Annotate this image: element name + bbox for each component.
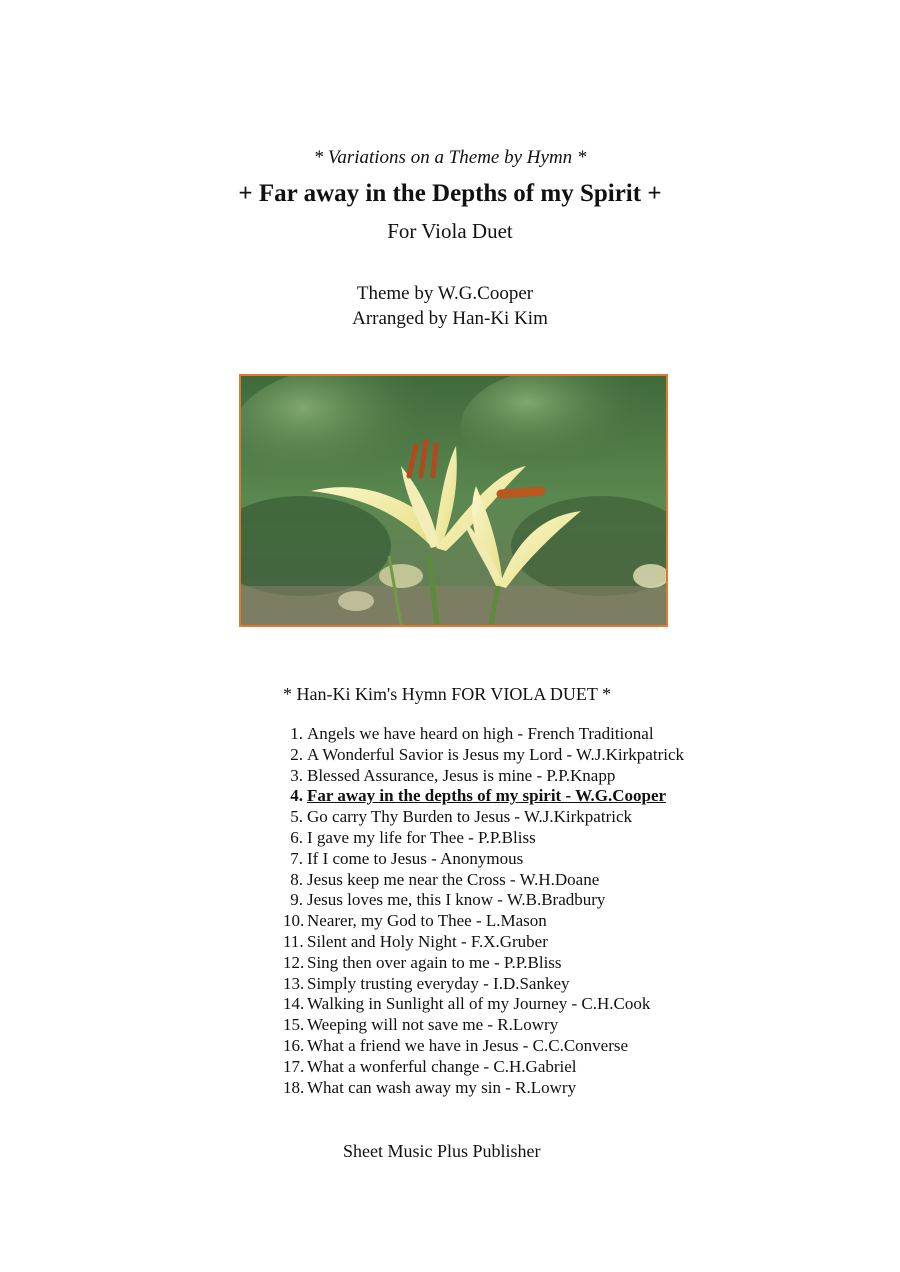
list-item bbox=[283, 786, 684, 807]
hymn-list-heading: * Han-Ki Kim's Hymn FOR VIOLA DUET * bbox=[283, 684, 612, 704]
list-item bbox=[283, 870, 684, 891]
list-item-number: 2. bbox=[290, 744, 303, 764]
list-item bbox=[283, 849, 684, 870]
list-item-number: 18. bbox=[283, 1077, 305, 1097]
list-item-text: Weeping will not save me - R.Lowry bbox=[307, 1015, 559, 1035]
list-item bbox=[283, 953, 684, 974]
list-item bbox=[283, 932, 684, 953]
list-item-text: What a friend we have in Jesus - C.C.Converse bbox=[307, 1035, 629, 1055]
list-item bbox=[283, 828, 684, 849]
credits bbox=[0, 281, 900, 331]
list-item bbox=[283, 1078, 684, 1099]
list-item-number: 4. bbox=[290, 786, 303, 806]
list-item-number: 10. bbox=[283, 911, 305, 931]
list-item bbox=[283, 1036, 684, 1057]
list-item bbox=[283, 807, 684, 828]
page-title: + Far away in the Depths of my Spirit + bbox=[238, 180, 662, 207]
list-item-number: 7. bbox=[290, 848, 303, 868]
list-item-text: Jesus keep me near the Cross - W.H.Doane bbox=[307, 869, 600, 889]
list-item-number: 9. bbox=[290, 890, 303, 910]
list-item-text: Simply trusting everyday - I.D.Sankey bbox=[307, 973, 570, 993]
list-item-text: Sing then over again to me - P.P.Bliss bbox=[307, 952, 562, 972]
list-item-text: I gave my life for Thee - P.P.Bliss bbox=[307, 827, 536, 847]
list-item-number: 15. bbox=[283, 1015, 305, 1035]
list-item bbox=[283, 994, 684, 1015]
list-item bbox=[283, 745, 684, 766]
list-item-number: 17. bbox=[283, 1056, 305, 1076]
list-item-text: Go carry Thy Burden to Jesus - W.J.Kirkpatrick bbox=[307, 807, 632, 827]
list-item-text: What can wash away my sin - R.Lowry bbox=[307, 1077, 577, 1097]
list-item-text: Nearer, my God to Thee - L.Mason bbox=[307, 911, 547, 931]
lily-photo-icon bbox=[241, 376, 666, 625]
list-item-text: Angels we have heard on high - French Traditional bbox=[307, 724, 654, 743]
list-item-text: What a wonferful change - C.H.Gabriel bbox=[307, 1056, 577, 1076]
theme-credit: Theme by W.G.Cooper bbox=[356, 283, 534, 304]
list-item-number: 1. bbox=[290, 724, 303, 743]
series-subtitle: * Variations on a Theme by Hymn * bbox=[313, 147, 587, 168]
instrumentation: For Viola Duet bbox=[387, 219, 513, 243]
list-item-number: 16. bbox=[283, 1035, 305, 1055]
list-item-number: 11. bbox=[283, 931, 304, 951]
list-item-number: 13. bbox=[283, 973, 305, 993]
list-item-number: 5. bbox=[290, 807, 303, 827]
list-item-number: 14. bbox=[283, 994, 305, 1014]
list-item-number: 12. bbox=[283, 952, 305, 972]
list-item-text: A Wonderful Savior is Jesus my Lord - W.J.Kirkpatrick bbox=[307, 744, 685, 764]
list-item bbox=[283, 890, 684, 911]
list-item-text: Jesus loves me, this I know - W.B.Bradbury bbox=[307, 890, 606, 910]
list-item-text: Walking in Sunlight all of my Journey - C.H.Cook bbox=[307, 994, 651, 1014]
list-item bbox=[283, 974, 684, 995]
list-item-text: If I come to Jesus - Anonymous bbox=[307, 848, 524, 868]
list-item bbox=[283, 724, 684, 745]
list-item bbox=[283, 911, 684, 932]
list-item-text: Silent and Holy Night - F.X.Gruber bbox=[307, 931, 548, 951]
publisher: Sheet Music Plus Publisher bbox=[343, 1141, 541, 1161]
cover-photo bbox=[239, 374, 668, 627]
list-item bbox=[283, 766, 684, 787]
list-item-number: 6. bbox=[290, 827, 303, 847]
list-item-number: 3. bbox=[290, 765, 303, 785]
list-item-text: Blessed Assurance, Jesus is mine - P.P.Knapp bbox=[307, 765, 616, 785]
arranger-credit: Arranged by Han-Ki Kim bbox=[352, 308, 548, 329]
list-item-text: Far away in the depths of my spirit - W.G.Cooper bbox=[307, 786, 667, 806]
list-item bbox=[283, 1015, 684, 1036]
list-item bbox=[283, 1057, 684, 1078]
list-item-number: 8. bbox=[290, 869, 303, 889]
hymn-list bbox=[283, 724, 684, 1098]
